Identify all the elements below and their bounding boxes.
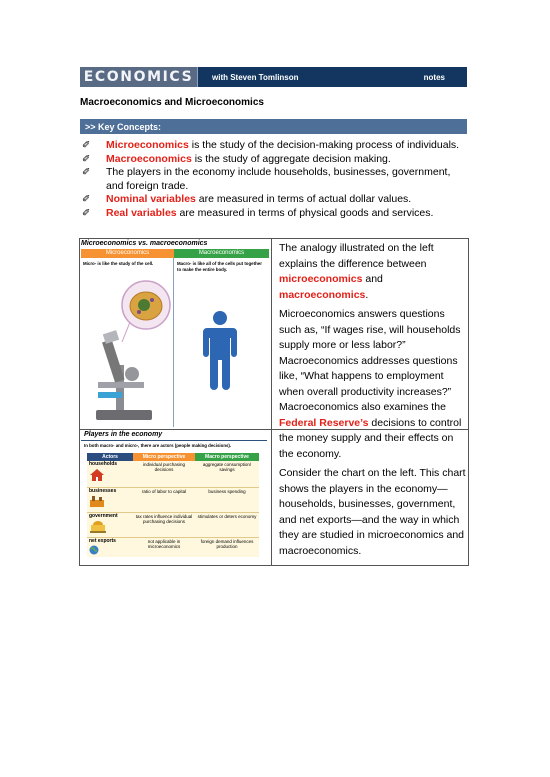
table-row [87, 453, 259, 461]
keyword: macroeconomics [279, 288, 366, 301]
macro-cell: business spending [208, 488, 246, 494]
actor-cell [87, 512, 133, 537]
pencil-icon: ✐ [82, 167, 91, 178]
keyword: Real variables [106, 206, 177, 219]
key-concepts-list [80, 139, 470, 220]
table-row [87, 461, 259, 487]
notes-label: notes [423, 72, 445, 82]
microscope-cell-icon [84, 270, 172, 425]
column-header: Micro perspective [133, 453, 195, 461]
bullet-text: are measured in terms of actual dollar values. [195, 193, 412, 205]
actor-label: net exports [89, 537, 116, 544]
column-header: Actors [87, 453, 133, 461]
actor-cell [87, 461, 133, 487]
macro-caption: Macro- is like all of the cells put together to make the entire body. [177, 261, 262, 272]
macro-cell: foreign demand influences production [200, 538, 254, 549]
keyword: Macroeconomics [106, 152, 192, 165]
text-run: Microeconomics answers questions such as, “If wages rise, will households supply more or less labor?” Macroeconomics addresses questions like, “What happens to employment when overall productivity increases?” Macroeconomics also examines the [279, 308, 461, 413]
pencil-icon: ✐ [82, 140, 91, 151]
list-item [80, 139, 470, 153]
micro-macro-figure [81, 240, 269, 427]
players-figure [81, 431, 269, 564]
list-item [80, 153, 470, 167]
table-row [87, 537, 259, 557]
keyword: microeconomics [279, 273, 363, 285]
house-icon [89, 468, 105, 482]
table-row [87, 512, 259, 537]
actor-cell [87, 537, 133, 557]
capitol-icon [89, 520, 107, 533]
paragraph [279, 241, 469, 303]
header-banner [80, 67, 467, 87]
players-text: Consider the chart on the left. This chart shows the players in the economy—households, businesses, government, and net exports—and the way in which they are studied in microeconomics and macroeconomics. [279, 467, 466, 557]
table-row [87, 487, 259, 512]
list-item [80, 207, 470, 221]
pencil-icon: ✐ [82, 153, 91, 165]
text-run: The analogy illustrated on the left explains the difference between [279, 242, 434, 270]
micro-cell: ratio of labor to capital [141, 488, 187, 494]
text-run: . [365, 288, 369, 301]
macro-cell: stimulates or deters economy [197, 513, 257, 519]
micro-cell: not applicable in microeconomics [147, 538, 181, 549]
bullet-text: is the study of aggregate decision making. [191, 152, 391, 165]
text-run: and [362, 273, 383, 285]
keyword: Nominal variables [106, 193, 196, 205]
bullet-text: is the study of the decision-making process of individuals. [188, 139, 460, 151]
text-run: decisions to control the money supply and their effects on the economy. [279, 416, 462, 460]
list-item [80, 193, 470, 207]
globe-icon [89, 545, 99, 555]
page-title: Macroeconomics and Microeconomics [80, 97, 264, 108]
pencil-icon: ✐ [82, 207, 91, 219]
keyword: Federal Reserve’s [279, 416, 369, 429]
figure-title: Players in the economy [84, 431, 163, 438]
micro-header: Microeconomics [81, 249, 174, 258]
macro-header: Macroeconomics [174, 249, 269, 258]
column-header: Macro perspective [195, 453, 259, 461]
actor-label: businesses [89, 487, 117, 494]
author-line: with Steven Tomlinson [212, 72, 299, 82]
paragraph [279, 307, 469, 462]
actor-label: government [89, 512, 118, 519]
bullet-text: are measured in terms of physical goods and services. [176, 206, 434, 219]
actor-cell [87, 487, 133, 512]
micro-cell: individual purchasing decisions [142, 462, 186, 473]
micro-cell: tax rates influence individual purchasing decisions [135, 513, 193, 524]
bullet-text: The players in the economy include households, businesses, government, and foreign trade. [106, 166, 451, 192]
actor-label: households [89, 461, 118, 467]
pencil-icon: ✐ [82, 194, 91, 205]
figure-divider [173, 258, 174, 427]
title-rule [81, 440, 267, 441]
analogy-text [279, 241, 469, 462]
factory-icon [89, 495, 105, 508]
key-concepts-heading: >> Key Concepts: [80, 119, 467, 134]
table-divider [271, 238, 272, 566]
economics-logo: ECONOMICS [80, 67, 198, 87]
macro-cell: aggregate consumption/ savings [202, 462, 252, 473]
figure-title: Microeconomics vs. macroeconomics [81, 240, 208, 247]
keyword: Microeconomics [106, 139, 189, 151]
figure-subtitle: In both macro- and micro-, there are actors (people making decisions). [84, 443, 232, 448]
micro-caption: Micro- is like the study of the cell. [83, 261, 154, 266]
list-item [80, 166, 470, 193]
person-icon [199, 310, 241, 390]
players-table [87, 453, 259, 557]
